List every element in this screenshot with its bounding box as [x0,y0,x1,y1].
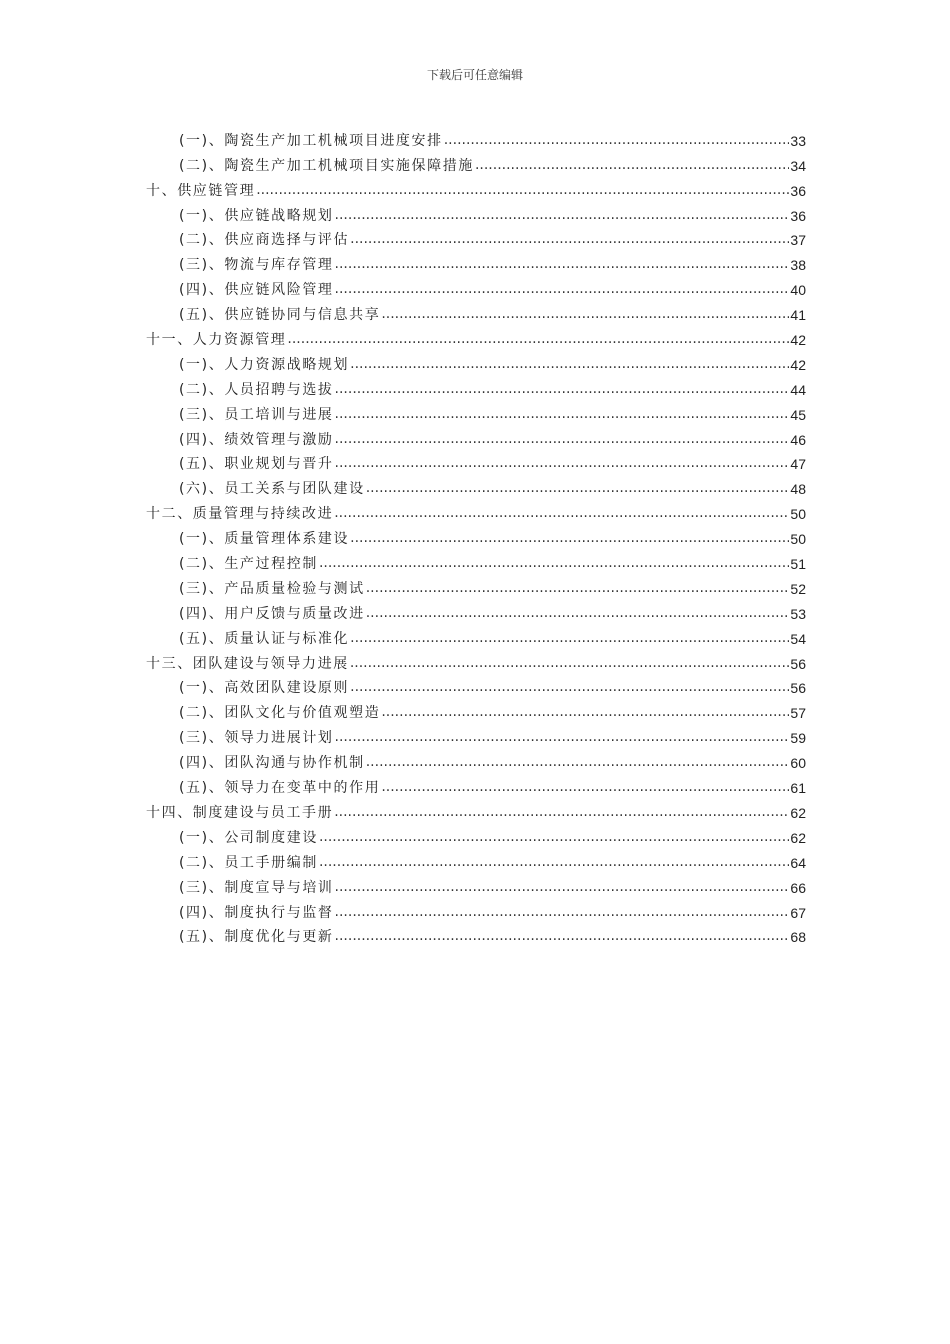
toc-section-entry[interactable] [146,473,806,498]
toc-section-entry[interactable] [146,573,806,598]
toc-section-entry[interactable] [146,274,806,299]
toc-entry-label: (五)、质量认证与标准化 [179,630,350,647]
toc-page-number: 57 [790,705,806,722]
toc-section-entry[interactable] [146,772,806,797]
toc-entry-label: 十三、团队建设与领导力进展 [146,655,349,672]
toc-dot-leader [319,828,789,846]
toc-dot-leader [335,903,790,921]
toc-entry-label: (四)、制度执行与监督 [179,904,334,921]
toc-section-entry[interactable] [146,374,806,399]
toc-page-number: 41 [790,307,806,324]
toc-dot-leader [350,230,789,248]
toc-section-entry[interactable] [146,349,806,374]
toc-page-number: 38 [790,257,806,274]
toc-page-number: 54 [790,630,806,647]
toc-page-number: 48 [790,481,806,498]
toc-section-entry[interactable] [146,225,806,250]
toc-entry-label: (三)、领导力进展计划 [179,730,334,747]
toc-page-number: 56 [790,655,806,672]
toc-dot-leader [350,629,789,647]
toc-dot-leader [350,529,789,547]
toc-entry-label: (五)、领导力在变革中的作用 [179,780,381,797]
toc-entry-label: (五)、供应链协同与信息共享 [179,307,381,324]
toc-page-number: 59 [790,730,806,747]
toc-dot-leader [319,853,789,871]
toc-section-entry[interactable] [146,722,806,747]
toc-dot-leader [335,405,790,423]
toc-dot-leader [335,206,790,224]
toc-section-entry[interactable] [146,922,806,947]
toc-entry-label: (一)、高效团队建设原则 [179,680,350,697]
toc-page-number: 40 [790,282,806,299]
toc-dot-leader [335,927,790,945]
toc-chapter-entry[interactable] [146,324,806,349]
toc-entry-label: (二)、员工手册编制 [179,854,318,871]
toc-chapter-entry[interactable] [146,648,806,673]
toc-dot-leader [287,330,789,348]
toc-page-number: 56 [790,680,806,697]
toc-section-entry[interactable] [146,548,806,573]
toc-dot-leader [335,430,790,448]
toc-dot-leader [319,554,789,572]
toc-entry-label: 十、供应链管理 [146,182,256,199]
toc-dot-leader [350,355,789,373]
toc-page-number: 37 [790,232,806,249]
toc-section-entry[interactable] [146,623,806,648]
toc-dot-leader [335,728,790,746]
toc-entry-label: (二)、团队文化与价值观塑造 [179,705,381,722]
toc-dot-leader [335,454,790,472]
toc-entry-label: (四)、团队沟通与协作机制 [179,755,365,772]
toc-chapter-entry[interactable] [146,498,806,523]
toc-page-number: 45 [790,406,806,423]
toc-section-entry[interactable] [146,598,806,623]
toc-entry-label: (一)、人力资源战略规划 [179,356,350,373]
toc-page-number: 42 [790,356,806,373]
toc-section-entry[interactable] [146,523,806,548]
toc-page-number: 42 [790,332,806,349]
toc-page-number: 50 [790,506,806,523]
toc-section-entry[interactable] [146,822,806,847]
toc-entry-label: (四)、绩效管理与激励 [179,431,334,448]
toc-page-number: 62 [790,829,806,846]
toc-dot-leader [366,579,790,597]
toc-entry-label: (二)、供应商选择与评估 [179,232,350,249]
toc-page-number: 52 [790,580,806,597]
toc-entry-label: (三)、产品质量检验与测试 [179,580,365,597]
toc-dot-leader [256,181,789,199]
toc-section-entry[interactable] [146,249,806,274]
toc-entry-label: (三)、物流与库存管理 [179,257,334,274]
toc-dot-leader [335,380,790,398]
toc-page-number: 47 [790,456,806,473]
toc-dot-leader [381,703,789,721]
toc-section-entry[interactable] [146,673,806,698]
toc-page-number: 44 [790,381,806,398]
toc-page-number: 33 [790,132,806,149]
toc-chapter-entry[interactable] [146,175,806,200]
toc-dot-leader [334,803,789,821]
toc-entry-label: (一)、陶瓷生产加工机械项目进度安排 [179,132,443,149]
toc-dot-leader [366,604,790,622]
toc-dot-leader [366,753,790,771]
toc-page-number: 36 [790,207,806,224]
toc-dot-leader [335,280,790,298]
toc-page-number: 66 [790,879,806,896]
toc-page-number: 62 [790,804,806,821]
toc-entry-label: (三)、制度宣导与培训 [179,879,334,896]
toc-entry-label: (三)、员工培训与进展 [179,406,334,423]
toc-page-number: 68 [790,929,806,946]
toc-dot-leader [335,255,790,273]
toc-entry-label: (四)、用户反馈与质量改进 [179,605,365,622]
toc-section-entry[interactable] [146,747,806,772]
toc-dot-leader [366,479,790,497]
toc-entry-label: 十一、人力资源管理 [146,332,287,349]
toc-entry-label: (二)、陶瓷生产加工机械项目实施保障措施 [179,157,474,174]
toc-page-number: 61 [790,780,806,797]
toc-page-number: 51 [790,556,806,573]
toc-section-entry[interactable] [146,449,806,474]
toc-dot-leader [350,678,789,696]
toc-entry-label: (二)、人员招聘与选拔 [179,381,334,398]
toc-page-number: 50 [790,531,806,548]
toc-section-entry[interactable] [146,847,806,872]
toc-section-entry[interactable] [146,125,806,150]
toc-section-entry[interactable] [146,897,806,922]
toc-entry-label: 十四、制度建设与员工手册 [146,804,334,821]
toc-page-number: 36 [790,182,806,199]
toc-page-number: 34 [790,157,806,174]
toc-entry-label: (一)、公司制度建设 [179,829,318,846]
toc-page-number: 67 [790,904,806,921]
toc-section-entry[interactable] [146,872,806,897]
toc-section-entry[interactable] [146,697,806,722]
toc-dot-leader [335,878,790,896]
toc-page-number: 53 [790,605,806,622]
toc-entry-label: (四)、供应链风险管理 [179,282,334,299]
toc-entry-label: (一)、供应链战略规划 [179,207,334,224]
page-header: 下载后可任意编辑 [426,68,523,82]
toc-page-number: 60 [790,755,806,772]
toc-section-entry[interactable] [146,399,806,424]
toc-entry-label: (二)、生产过程控制 [179,556,318,573]
toc-dot-leader [334,504,789,522]
toc-dot-leader [350,654,790,672]
toc-section-entry[interactable] [146,150,806,175]
toc-dot-leader [475,156,789,174]
toc-page-number: 64 [790,854,806,871]
toc-entry-label: (一)、质量管理体系建设 [179,531,350,548]
toc-section-entry[interactable] [146,200,806,225]
toc-page-number: 46 [790,431,806,448]
toc-entry-label: (五)、制度优化与更新 [179,929,334,946]
table-of-contents [146,125,806,946]
toc-dot-leader [444,131,790,149]
toc-entry-label: (六)、员工关系与团队建设 [179,481,365,498]
toc-section-entry[interactable] [146,424,806,449]
toc-chapter-entry[interactable] [146,797,806,822]
toc-entry-label: (五)、职业规划与晋升 [179,456,334,473]
toc-dot-leader [381,778,789,796]
toc-entry-label: 十二、质量管理与持续改进 [146,506,334,523]
toc-section-entry[interactable] [146,299,806,324]
toc-dot-leader [381,305,789,323]
